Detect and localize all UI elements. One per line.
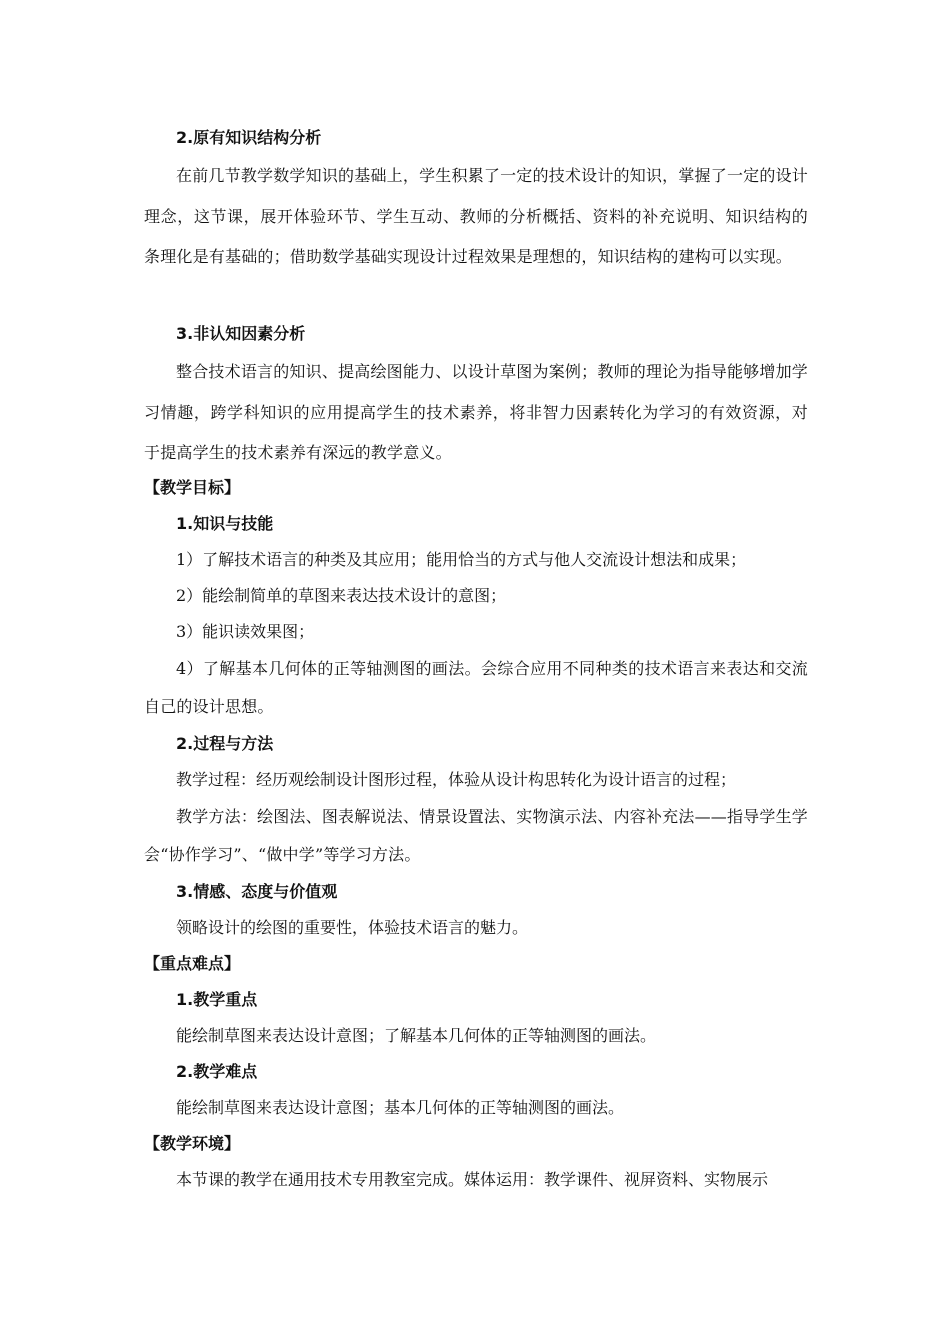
goal-item-2: 2）能绘制简单的草图来表达技术设计的意图； [176, 586, 507, 605]
section-title-key: 【重点难点】 [144, 954, 241, 973]
paragraph-noncognitive: 整合技术语言的知识、提高绘图能力、以设计草图为案例；教师的理论为指导能够增加学习情趣，跨学科知识的应用提高学生的技术素养，将非智力因素转化为学习的有效资源，对于提高学生的技术素养有深远的教学意义。 [144, 362, 808, 462]
process-text: 教学过程：经历观绘制设计图形过程，体验从设计构思转化为设计语言的过程； [176, 770, 737, 789]
section-key-points [144, 946, 808, 1126]
heading-emotion-values: 3.情感、态度与价值观 [176, 882, 338, 901]
heading-key-point: 1.教学重点 [176, 990, 258, 1009]
heading-noncognitive: 3.非认知因素分析 [176, 324, 306, 343]
method-text: 教学方法：绘图法、图表解说法、情景设置法、实物演示法、内容补充法——指导学生学会“协作学习”、“做中学”等学习方法。 [144, 807, 808, 864]
environment-text: 本节课的教学在通用技术专用教室完成。媒体运用：教学课件、视屏资料、实物展示 [176, 1170, 769, 1189]
heading-process-method: 2.过程与方法 [176, 734, 274, 753]
section-title-goals: 【教学目标】 [144, 478, 241, 497]
goal-item-1: 1）了解技术语言的种类及其应用；能用恰当的方式与他人交流设计想法和成果； [176, 550, 747, 569]
emotion-text: 领略设计的绘图的重要性，体验技术语言的魅力。 [176, 918, 529, 937]
section-teaching-goals [144, 470, 808, 946]
paragraph-prior-knowledge: 在前几节教学数学知识的基础上，学生积累了一定的技术设计的知识，掌握了一定的设计理念，这节课，展开体验环节、学生互动、教师的分析概括、资料的补充说明、知识结构的条理化是有基础的；借助数学基础实现设计过程效果是理想的，知识结构的建构可以实现。 [144, 166, 808, 266]
section-noncognitive [144, 316, 808, 474]
goal-item-3: 3）能识读效果图； [176, 622, 315, 641]
difficulty-text: 能绘制草图来表达设计意图；基本几何体的正等轴测图的画法。 [176, 1098, 625, 1117]
heading-knowledge-skills: 1.知识与技能 [176, 514, 274, 533]
goal-item-4: 4）了解基本几何体的正等轴测图的画法。会综合应用不同种类的技术语言来表达和交流自己的设计思想。 [144, 659, 808, 716]
key-point-text: 能绘制草图来表达设计意图；了解基本几何体的正等轴测图的画法。 [176, 1026, 657, 1045]
section-prior-knowledge [144, 120, 808, 278]
heading-difficulty: 2.教学难点 [176, 1062, 258, 1081]
section-environment [144, 1126, 808, 1198]
section-title-env: 【教学环境】 [144, 1134, 241, 1153]
heading-prior-knowledge: 2.原有知识结构分析 [176, 128, 322, 147]
